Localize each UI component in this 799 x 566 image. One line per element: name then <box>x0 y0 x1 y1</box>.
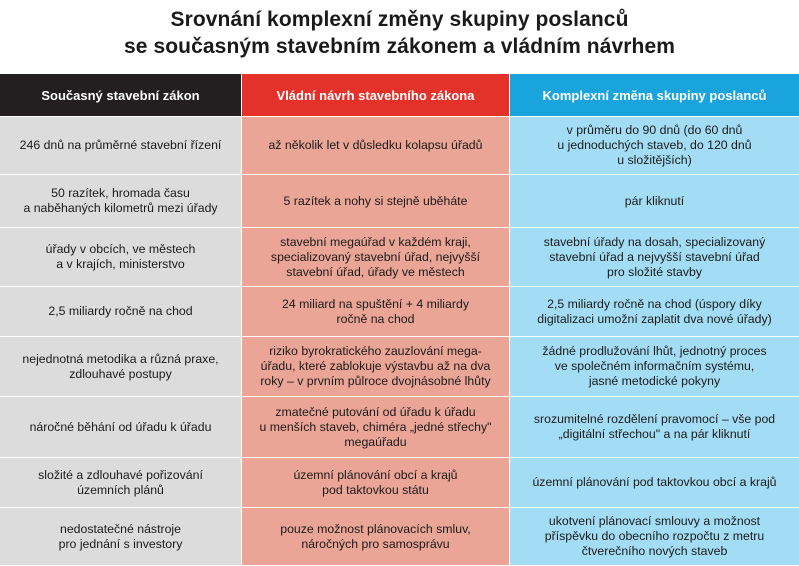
comparison-table <box>0 74 799 565</box>
table-row <box>0 508 799 565</box>
table-row <box>0 397 799 458</box>
cell-current-law: náročné běhání od úřadu k úřadu <box>0 397 241 457</box>
cell-mps-amendment: 2,5 miliardy ročně na chod (úspory díky digitalizaci umožní zaplatit dva nové úřady) <box>510 287 799 336</box>
title-line-2: se současným stavebním zákonem a vládním návrhem <box>123 35 676 58</box>
cell-government-proposal: riziko byrokratického zauzlování mega- úřadu, které zablokuje výstavbu až na dva roky – v prvním půlroce dvojnásobné lhůty <box>241 337 510 396</box>
table-row <box>0 337 799 397</box>
cell-current-law: 2,5 miliardy ročně na chod <box>0 287 241 336</box>
cell-current-law: 50 razítek, hromada času a naběhaných kilometrů mezi úřady <box>0 175 241 227</box>
table-row <box>0 228 799 287</box>
header-mps-amendment: Komplexní změna skupiny poslanců <box>510 74 799 116</box>
cell-government-proposal: až několik let v důsledku kolapsu úřadů <box>241 117 510 174</box>
table-header-row <box>0 74 799 117</box>
page-title <box>0 6 799 60</box>
table-row <box>0 117 799 175</box>
cell-government-proposal: územní plánování obcí a krajů pod taktovkou státu <box>241 458 510 507</box>
cell-current-law: 246 dnů na průměrné stavební řízení <box>0 117 241 174</box>
cell-mps-amendment: územní plánování pod taktovkou obcí a krajů <box>510 458 799 507</box>
cell-current-law: úřady v obcích, ve městech a v krajích, ministerstvo <box>0 228 241 286</box>
cell-mps-amendment: ukotvení plánovací smlouvy a možnost příspěvku do obecního rozpočtu z metru čtverečního nových staveb <box>510 508 799 565</box>
cell-mps-amendment: v průměru do 90 dnů (do 60 dnů u jednoduchých staveb, do 120 dnů u složitějších) <box>510 117 799 174</box>
cell-mps-amendment: pár kliknutí <box>510 175 799 227</box>
cell-government-proposal: stavební megaúřad v každém kraji, specializovaný stavební úřad, nejvyšší stavební úřad, úřady ve městech <box>241 228 510 286</box>
cell-mps-amendment: srozumitelné rozdělení pravomocí – vše pod „digitální střechou" a na pár kliknutí <box>510 397 799 457</box>
table-row <box>0 175 799 228</box>
cell-current-law: nejednotná metodika a různá praxe, zdlouhavé postupy <box>0 337 241 396</box>
cell-government-proposal: 24 miliard na spuštění + 4 miliardy ročně na chod <box>241 287 510 336</box>
cell-current-law: složité a zdlouhavé pořizování územních plánů <box>0 458 241 507</box>
cell-government-proposal: 5 razítek a nohy si stejně uběháte <box>241 175 510 227</box>
cell-mps-amendment: žádné prodlužování lhůt, jednotný proces ve společném informačním systému, jasné metodické pokyny <box>510 337 799 396</box>
cell-government-proposal: pouze možnost plánovacích smluv, náročných pro samosprávu <box>241 508 510 565</box>
table-row <box>0 287 799 337</box>
table-row <box>0 458 799 508</box>
cell-mps-amendment: stavební úřady na dosah, specializovaný stavební úřad a nejvyšší stavební úřad pro složité stavby <box>510 228 799 286</box>
cell-government-proposal: zmatečné putování od úřadu k úřadu u menších staveb, chiméra „jedné střechy" megaúřadu <box>241 397 510 457</box>
header-current-law: Současný stavební zákon <box>0 74 241 116</box>
header-government-proposal: Vládní návrh stavebního zákona <box>241 74 510 116</box>
title-line-1: Srovnání komplexní změny skupiny poslanců <box>170 8 629 31</box>
cell-current-law: nedostatečné nástroje pro jednání s investory <box>0 508 241 565</box>
